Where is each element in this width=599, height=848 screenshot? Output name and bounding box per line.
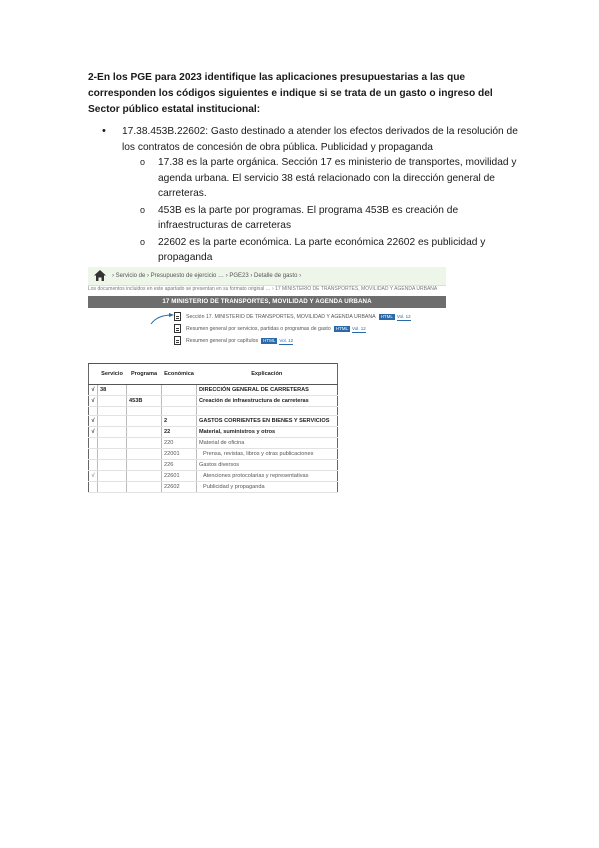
answer-sub-item [122,155,520,202]
economica-cell [162,396,197,407]
notice-text: Los documentos incluidos en este apartado se presentan en su formato original … › 17 MINISTERIO DE TRANSPORTES, MOVILIDAD Y AGENDA URBANA [88,286,438,292]
check-cell: √ [89,427,98,438]
table-row [89,416,338,427]
check-cell [89,449,98,460]
table-header-row [89,364,338,385]
html-badge[interactable]: HTML [263,338,276,343]
document-label [186,336,293,346]
programa-cell [127,427,162,438]
answer-sub-item [122,235,520,266]
programa-cell [127,438,162,449]
programa-cell [127,471,162,482]
document-title[interactable]: Resumen general por capítulos [186,338,259,344]
answer-sub-item [122,203,520,234]
column-header-check [89,364,98,385]
answer-list [100,124,520,267]
table-row [89,438,338,449]
programa-cell [127,385,162,396]
table-row [89,449,338,460]
servicio-cell [98,407,127,416]
table-row [89,471,338,482]
check-cell: √ [89,396,98,407]
document-icon [174,336,181,345]
table-row [89,482,338,493]
explicacion-cell: Material, suministros y otros [197,427,338,438]
html-badge[interactable]: HTML [335,326,348,331]
column-header-servicio: Servicio [98,364,127,385]
economica-cell: 22 [162,427,197,438]
explicacion-cell: Material de oficina [197,438,338,449]
explicacion-cell: Publicidad y propaganda [197,482,338,493]
programa-cell [127,407,162,416]
bullet-icon: • [102,125,106,137]
volume-link[interactable]: Vol. 12 [279,338,294,343]
servicio-cell [98,471,127,482]
home-icon[interactable] [94,270,106,281]
table-row [89,407,338,416]
economica-cell: 226 [162,460,197,471]
explicacion-cell: DIRECCIÓN GENERAL DE CARRETERAS [197,385,338,396]
pge-web-screenshot [88,267,446,351]
servicio-cell [98,438,127,449]
document-title[interactable]: Sección 17. MINISTERIO DE TRANSPORTES, MOVILIDAD Y AGENDA URBANA [186,314,376,320]
answer-main-text: 17.38.453B.22602: Gasto destinado a atender los efectos derivados de la resolución de los contratos de concesión de obra pública. Publicidad y propaganda [122,126,518,153]
explicacion-cell: Gastos diversos [197,460,338,471]
programa-cell [127,482,162,493]
servicio-cell [98,396,127,407]
volume-link[interactable]: Vol. 12 [396,314,411,319]
programa-cell [127,416,162,427]
check-cell [89,407,98,416]
breadcrumb [88,267,446,286]
check-cell [89,460,98,471]
check-cell [89,482,98,493]
explicacion-cell: Prensa, revistas, libros y otras publicaciones [197,449,338,460]
pointer-arrow-icon [150,313,176,325]
servicio-cell [98,449,127,460]
ministry-title-bar: 17 MINISTERIO DE TRANSPORTES, MOVILIDAD Y AGENDA URBANA [88,296,446,308]
column-header-programa: Programa [127,364,162,385]
servicio-cell [98,482,127,493]
economica-cell: 22001 [162,449,197,460]
explicacion-cell [197,407,338,416]
html-badge[interactable]: HTML [380,314,393,319]
document-title[interactable]: Resumen general por servicios, partidas o programas de gasto [186,326,331,332]
explicacion-cell: Atenciones protocolarias y representativas [197,471,338,482]
servicio-cell [98,416,127,427]
document-icon [174,324,181,333]
check-cell: √ [89,471,98,482]
table-row [89,396,338,407]
sub-bullet-icon: o [140,236,146,247]
servicio-cell: 38 [98,385,127,396]
check-cell: √ [89,385,98,396]
column-header-explicacion: Explicación [197,364,338,385]
explicacion-cell: GASTOS CORRIENTES EN BIENES Y SERVICIOS [197,416,338,427]
answer-main-item [100,124,520,155]
programa-cell [127,460,162,471]
servicio-cell [98,427,127,438]
servicio-cell [98,460,127,471]
programa-cell [127,449,162,460]
document-label [186,312,411,322]
answer-sub-text: 453B es la parte por programas. El programa 453B es creación de infraestructuras de carreteras [158,204,459,231]
explicacion-cell: Creación de infraestructura de carreteras [197,396,338,407]
answer-sub-list [100,155,520,266]
table-row [89,385,338,396]
economica-cell [162,385,197,396]
economica-cell: 22602 [162,482,197,493]
check-cell [89,438,98,449]
answer-sub-text: 17.38 es la parte orgánica. Sección 17 es ministerio de transportes, movilidad y agenda urbana. El servicio 38 está relacionado con la dirección general de carreteras. [158,157,517,199]
column-header-economica: Económica [162,364,197,385]
document-label [186,324,366,334]
question-text: 2-En los PGE para 2023 identifique las aplicaciones presupuestarias a las que corresponden los códigos siguientes e indique si se trata de un gasto o ingreso del Sector público estatal institucional: [88,72,493,115]
volume-link[interactable]: Vol. 12 [352,326,366,331]
table-row [89,460,338,471]
economica-cell: 2 [162,416,197,427]
budget-table [88,363,338,493]
economica-cell: 220 [162,438,197,449]
economica-cell: 22601 [162,471,197,482]
sub-bullet-icon: o [140,204,146,215]
sub-bullet-icon: o [140,157,146,167]
table-row [89,427,338,438]
answer-sub-text: 22602 es la parte económica. La parte económica 22602 es publicidad y propaganda [158,236,486,263]
check-cell: √ [89,416,98,427]
budget-table-screenshot [88,363,338,493]
breadcrumb-links[interactable]: › Servicio de › Presupuesto de ejercicio … › PGE23 › Detalle de gasto › [112,273,302,279]
economica-cell [162,407,197,416]
programa-cell: 453B [127,396,162,407]
